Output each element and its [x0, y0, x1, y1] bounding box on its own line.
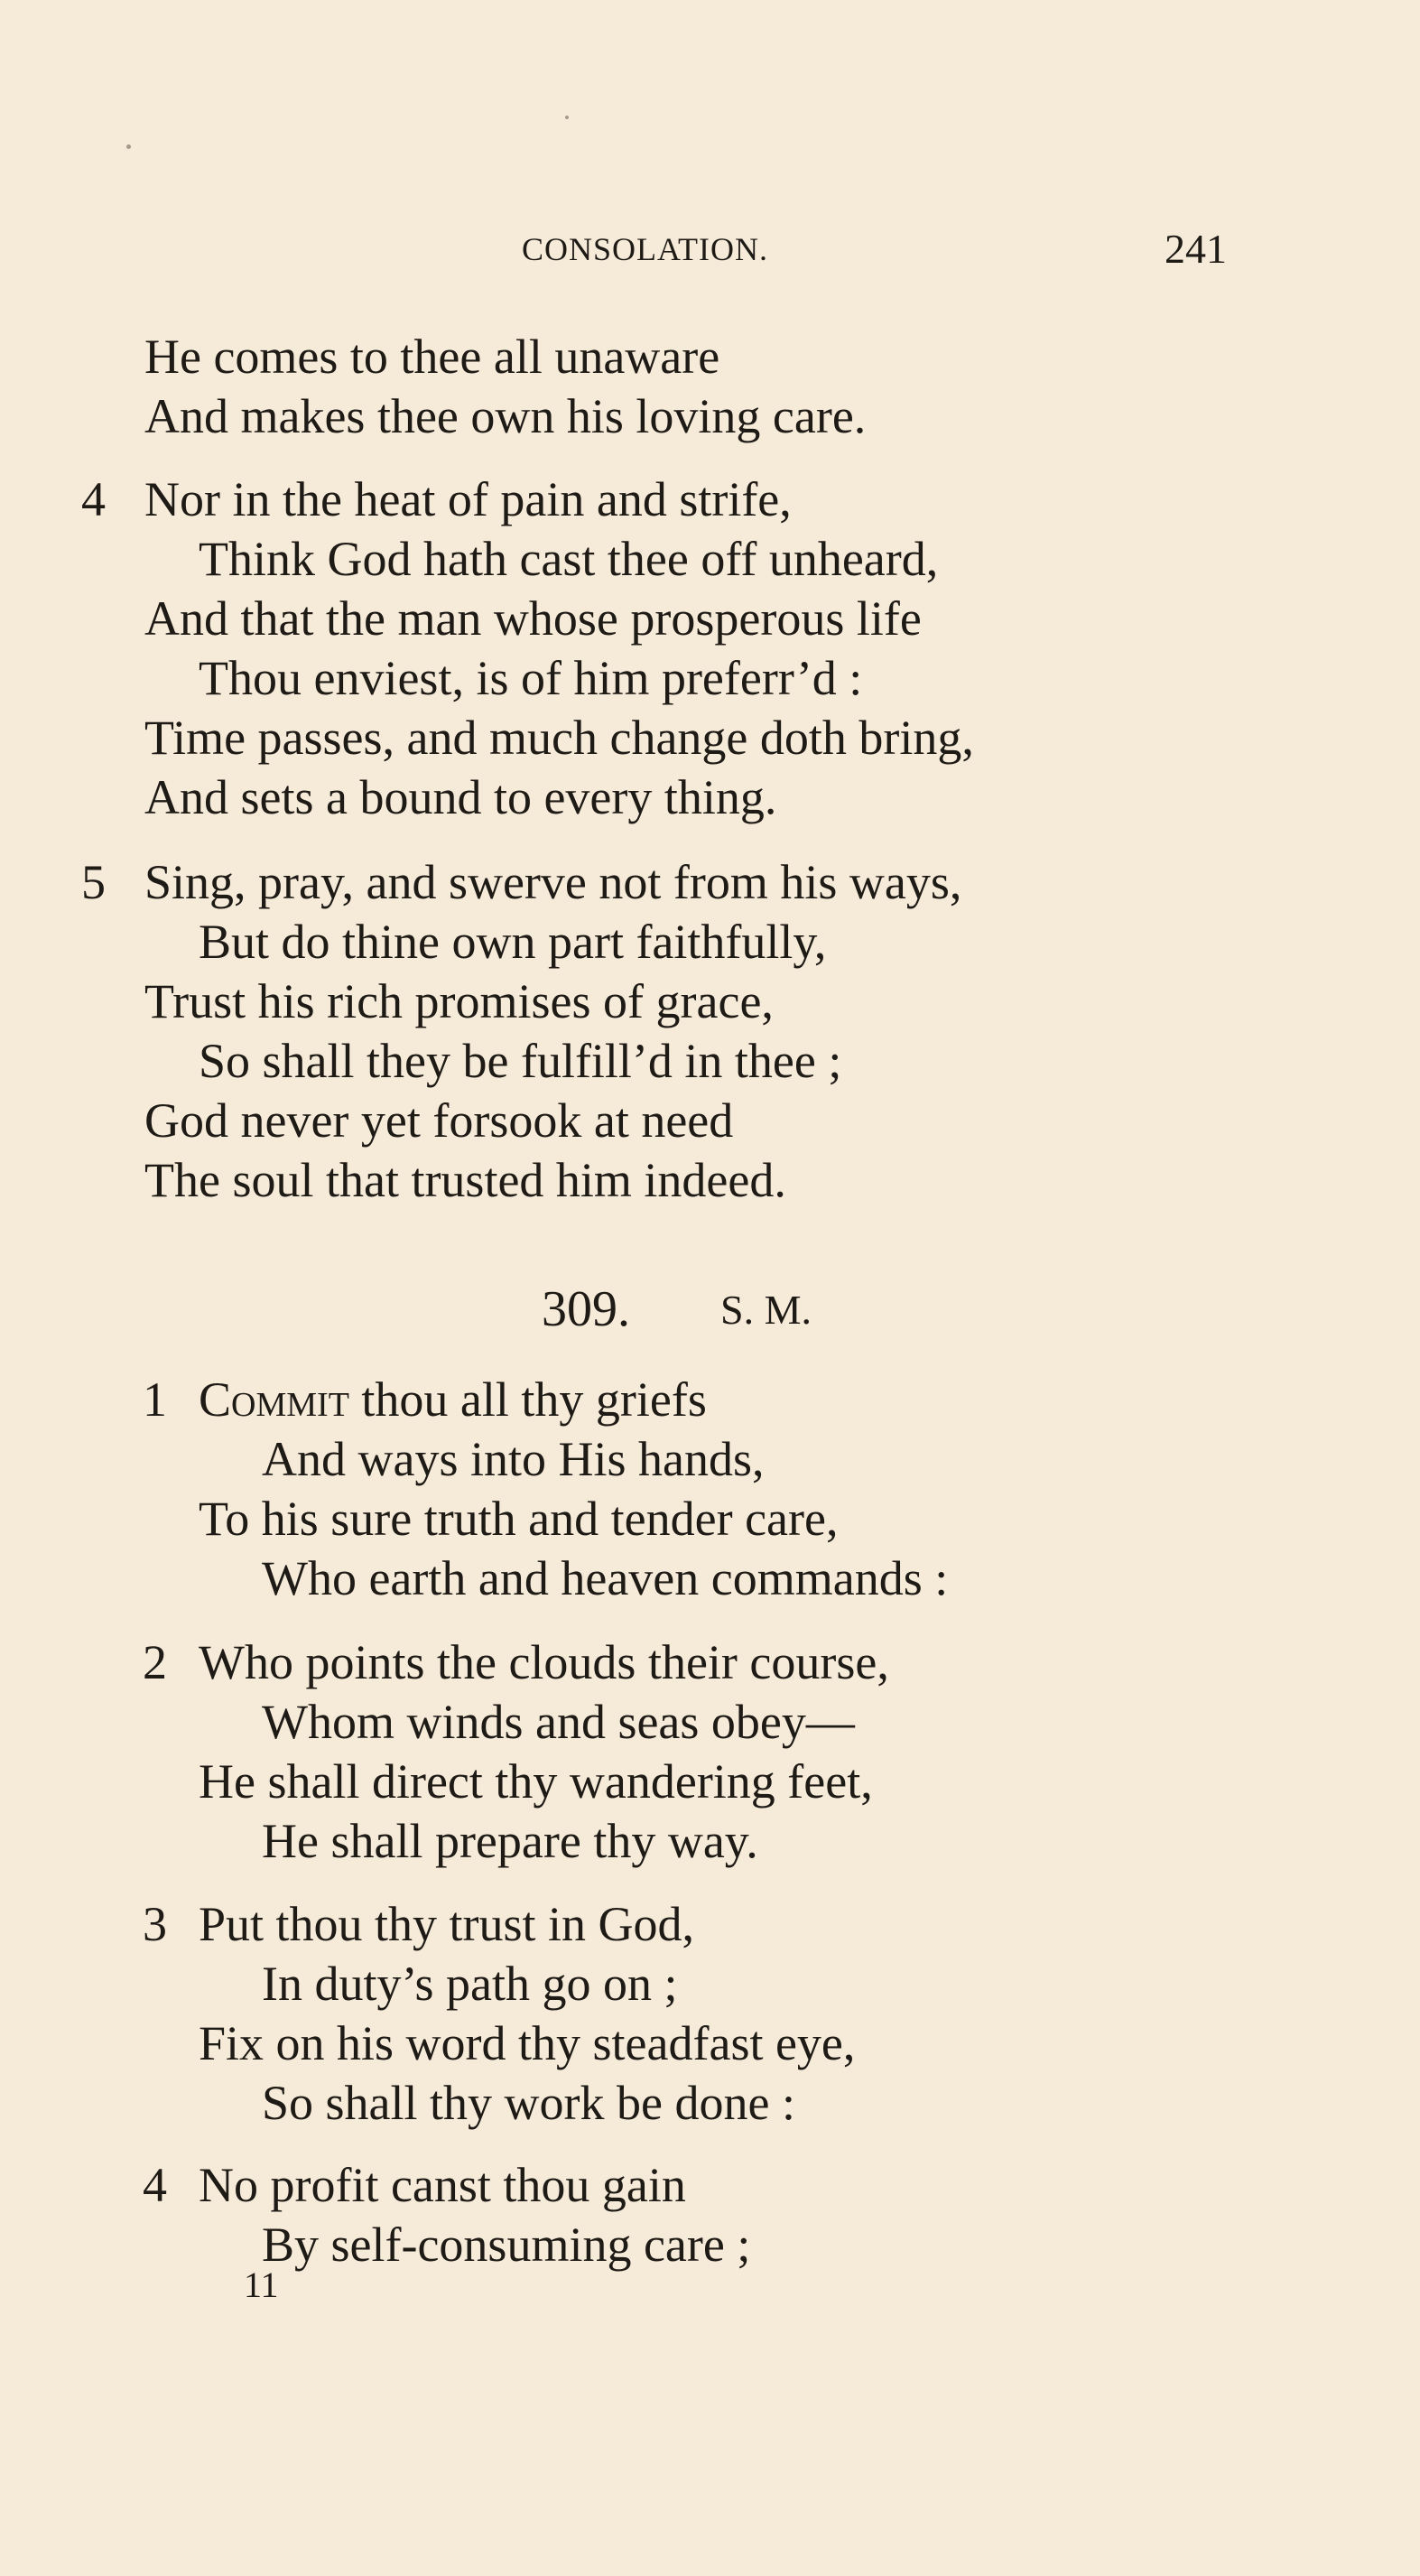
paper-speck	[565, 116, 569, 119]
verse-line: So shall thy work be done :	[262, 2076, 795, 2130]
verse-line: Fix on his word thy steadfast eye,	[199, 2016, 856, 2070]
verse-line: And that the man whose prosperous life	[144, 591, 922, 646]
hymn-meter: S. M.	[720, 1287, 812, 1333]
verse-line: Time passes, and much change doth bring,	[144, 711, 974, 765]
signature-mark: 11	[244, 2264, 279, 2305]
verse-line: To his sure truth and tender care,	[199, 1492, 839, 1546]
verse-line: So shall they be fulfill’d in thee ;	[199, 1034, 842, 1088]
verse-line: Thou enviest, is of him preferr’d :	[199, 651, 863, 705]
verse-line: And makes thee own his loving care.	[144, 389, 867, 443]
verse-line: Who earth and heaven commands :	[262, 1551, 949, 1605]
stanza-number: 2	[143, 1635, 167, 1689]
stanza-number: 4	[81, 472, 106, 526]
paper-speck	[126, 144, 131, 149]
verse-line: The soul that trusted him indeed.	[144, 1153, 786, 1207]
verse-line: Trust his rich promises of grace,	[144, 974, 774, 1028]
verse-line: Nor in the heat of pain and strife,	[144, 472, 792, 526]
verse-line: And ways into His hands,	[262, 1432, 765, 1486]
verse-line: In duty’s path go on ;	[262, 1957, 678, 2011]
stanza-number: 3	[143, 1897, 167, 1951]
page-number: 241	[1165, 226, 1227, 272]
verse-line: Put thou thy trust in God,	[199, 1897, 695, 1951]
verse-line: By self-consuming care ;	[262, 2218, 751, 2272]
stanza-number: 1	[143, 1372, 167, 1427]
verse-line	[199, 1372, 707, 1427]
verse-line: But do thine own part faithfully,	[199, 915, 827, 969]
verse-line: He shall direct thy wandering feet,	[199, 1754, 873, 1809]
verse-line: Who points the clouds their course,	[199, 1635, 889, 1689]
hymn-heading	[0, 1280, 1420, 1344]
verse-line: God never yet forsook at need	[144, 1093, 734, 1148]
verse-line: And sets a bound to every thing.	[144, 770, 777, 824]
stanza-number: 4	[143, 2158, 167, 2212]
running-head	[0, 226, 1420, 284]
verse-line: He comes to thee all unaware	[144, 330, 720, 384]
verse-line-rest: thou all thy griefs	[348, 1372, 707, 1427]
verse-line: Think God hath cast thee off unheard,	[199, 532, 939, 586]
running-title: CONSOLATION.	[522, 231, 768, 267]
verse-line: He shall prepare thy way.	[262, 1814, 758, 1868]
stanza-number: 5	[81, 855, 106, 909]
first-word: Commit	[199, 1372, 349, 1427]
verse-line: Whom winds and seas obey—	[262, 1695, 855, 1749]
hymn-number: 309.	[542, 1281, 630, 1337]
verse-line: No profit canst thou gain	[199, 2158, 686, 2212]
verse-line: Sing, pray, and swerve not from his ways,	[144, 855, 962, 909]
